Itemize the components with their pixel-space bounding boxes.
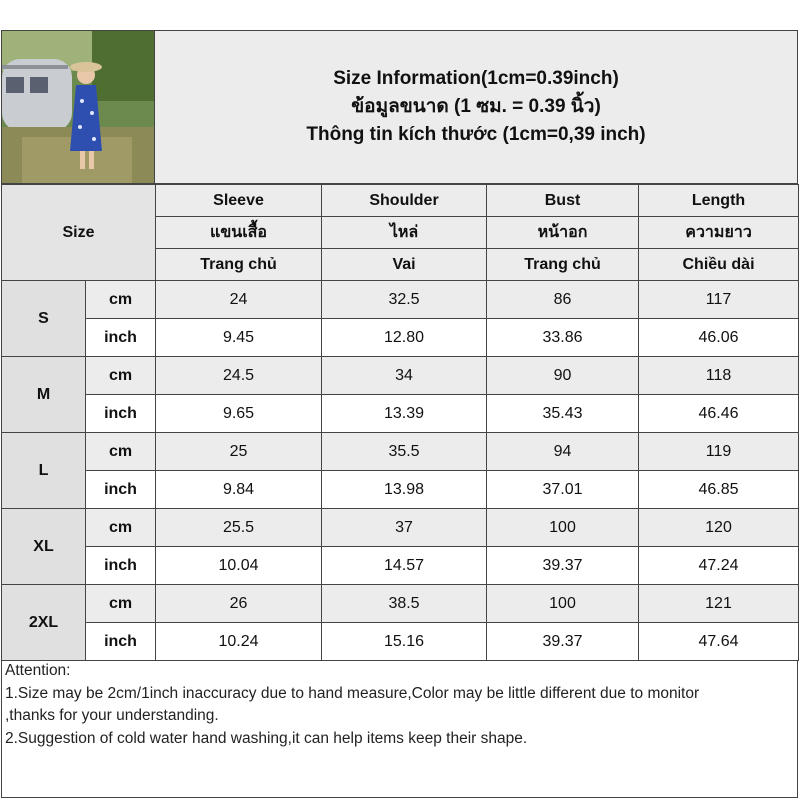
bust-value: 37.01: [487, 471, 639, 509]
length-value: 46.85: [639, 471, 799, 509]
table-row: [2, 585, 799, 623]
sleeve-value: 25: [156, 433, 322, 471]
column-header-bust: Bust: [487, 185, 639, 217]
unit-label: inch: [86, 547, 156, 585]
unit-label: cm: [86, 509, 156, 547]
bust-value: 100: [487, 509, 639, 547]
sleeve-value: 26: [156, 585, 322, 623]
size-table: [1, 184, 799, 661]
bust-value: 100: [487, 585, 639, 623]
sleeve-value: 24.5: [156, 357, 322, 395]
bust-value: 94: [487, 433, 639, 471]
bust-value: 86: [487, 281, 639, 319]
shoulder-value: 37: [322, 509, 487, 547]
attention-notes: [2, 660, 795, 750]
bust-value: 33.86: [487, 319, 639, 357]
size-label: L: [2, 433, 86, 509]
unit-label: cm: [86, 585, 156, 623]
shoulder-value: 13.98: [322, 471, 487, 509]
table-row: [2, 433, 799, 471]
column-header-bust-vietnamese: Trang chủ: [487, 249, 639, 281]
column-header-sleeve: Sleeve: [156, 185, 322, 217]
unit-label: cm: [86, 433, 156, 471]
table-row: [2, 623, 799, 661]
header-title-thai: ข้อมูลขนาด (1 ซม. = 0.39 นิ้ว): [351, 96, 601, 117]
column-header-length-thai: ความยาว: [639, 217, 799, 249]
column-header-sleeve-thai: แขนเสื้อ: [156, 217, 322, 249]
size-label: S: [2, 281, 86, 357]
attention-title: Attention:: [5, 662, 71, 679]
shoulder-value: 32.5: [322, 281, 487, 319]
column-header-shoulder-thai: ไหล่: [322, 217, 487, 249]
size-label: 2XL: [2, 585, 86, 661]
product-photo: [2, 31, 155, 184]
sleeve-value: 10.04: [156, 547, 322, 585]
unit-label: inch: [86, 395, 156, 433]
sleeve-value: 25.5: [156, 509, 322, 547]
unit-label: cm: [86, 357, 156, 395]
shoulder-value: 12.80: [322, 319, 487, 357]
bust-value: 39.37: [487, 547, 639, 585]
product-photo-image: [2, 31, 154, 183]
unit-label: inch: [86, 471, 156, 509]
table-row: [2, 357, 799, 395]
attention-line-2: ,thanks for your understanding.: [5, 707, 219, 724]
table-row: [2, 509, 799, 547]
column-header-bust-thai: หน้าอก: [487, 217, 639, 249]
column-header-shoulder: Shoulder: [322, 185, 487, 217]
bust-value: 39.37: [487, 623, 639, 661]
length-value: 47.64: [639, 623, 799, 661]
table-row: [2, 281, 799, 319]
column-header-sleeve-vietnamese: Trang chủ: [156, 249, 322, 281]
shoulder-value: 38.5: [322, 585, 487, 623]
header-title-english: Size Information(1cm=0.39inch): [333, 68, 619, 89]
sleeve-value: 24: [156, 281, 322, 319]
table-row: [2, 471, 799, 509]
shoulder-value: 35.5: [322, 433, 487, 471]
unit-label: cm: [86, 281, 156, 319]
length-value: 117: [639, 281, 799, 319]
bust-value: 35.43: [487, 395, 639, 433]
length-value: 47.24: [639, 547, 799, 585]
length-value: 46.46: [639, 395, 799, 433]
sleeve-value: 9.65: [156, 395, 322, 433]
size-column-header: Size: [2, 185, 156, 281]
attention-line-3: 2.Suggestion of cold water hand washing,it can help items keep their shape.: [5, 729, 528, 747]
unit-label: inch: [86, 623, 156, 661]
header-row-english: [2, 185, 799, 217]
length-value: 120: [639, 509, 799, 547]
column-header-shoulder-vietnamese: Vai: [322, 249, 487, 281]
unit-label: inch: [86, 319, 156, 357]
bust-value: 90: [487, 357, 639, 395]
column-header-length: Length: [639, 185, 799, 217]
size-information-header: [155, 31, 797, 184]
length-value: 121: [639, 585, 799, 623]
sleeve-value: 10.24: [156, 623, 322, 661]
attention-line-1: 1.Size may be 2cm/1inch inaccuracy due to hand measure,Color may be little different due to monitor: [5, 684, 700, 702]
sleeve-value: 9.45: [156, 319, 322, 357]
table-row: [2, 319, 799, 357]
length-value: 118: [639, 357, 799, 395]
table-row: [2, 547, 799, 585]
length-value: 46.06: [639, 319, 799, 357]
length-value: 119: [639, 433, 799, 471]
header-title-vietnamese: Thông tin kích thước (1cm=0,39 inch): [306, 124, 646, 145]
size-label: M: [2, 357, 86, 433]
size-label: XL: [2, 509, 86, 585]
column-header-length-vietnamese: Chiều dài: [639, 249, 799, 281]
shoulder-value: 15.16: [322, 623, 487, 661]
table-row: [2, 395, 799, 433]
sleeve-value: 9.84: [156, 471, 322, 509]
shoulder-value: 14.57: [322, 547, 487, 585]
shoulder-value: 13.39: [322, 395, 487, 433]
shoulder-value: 34: [322, 357, 487, 395]
